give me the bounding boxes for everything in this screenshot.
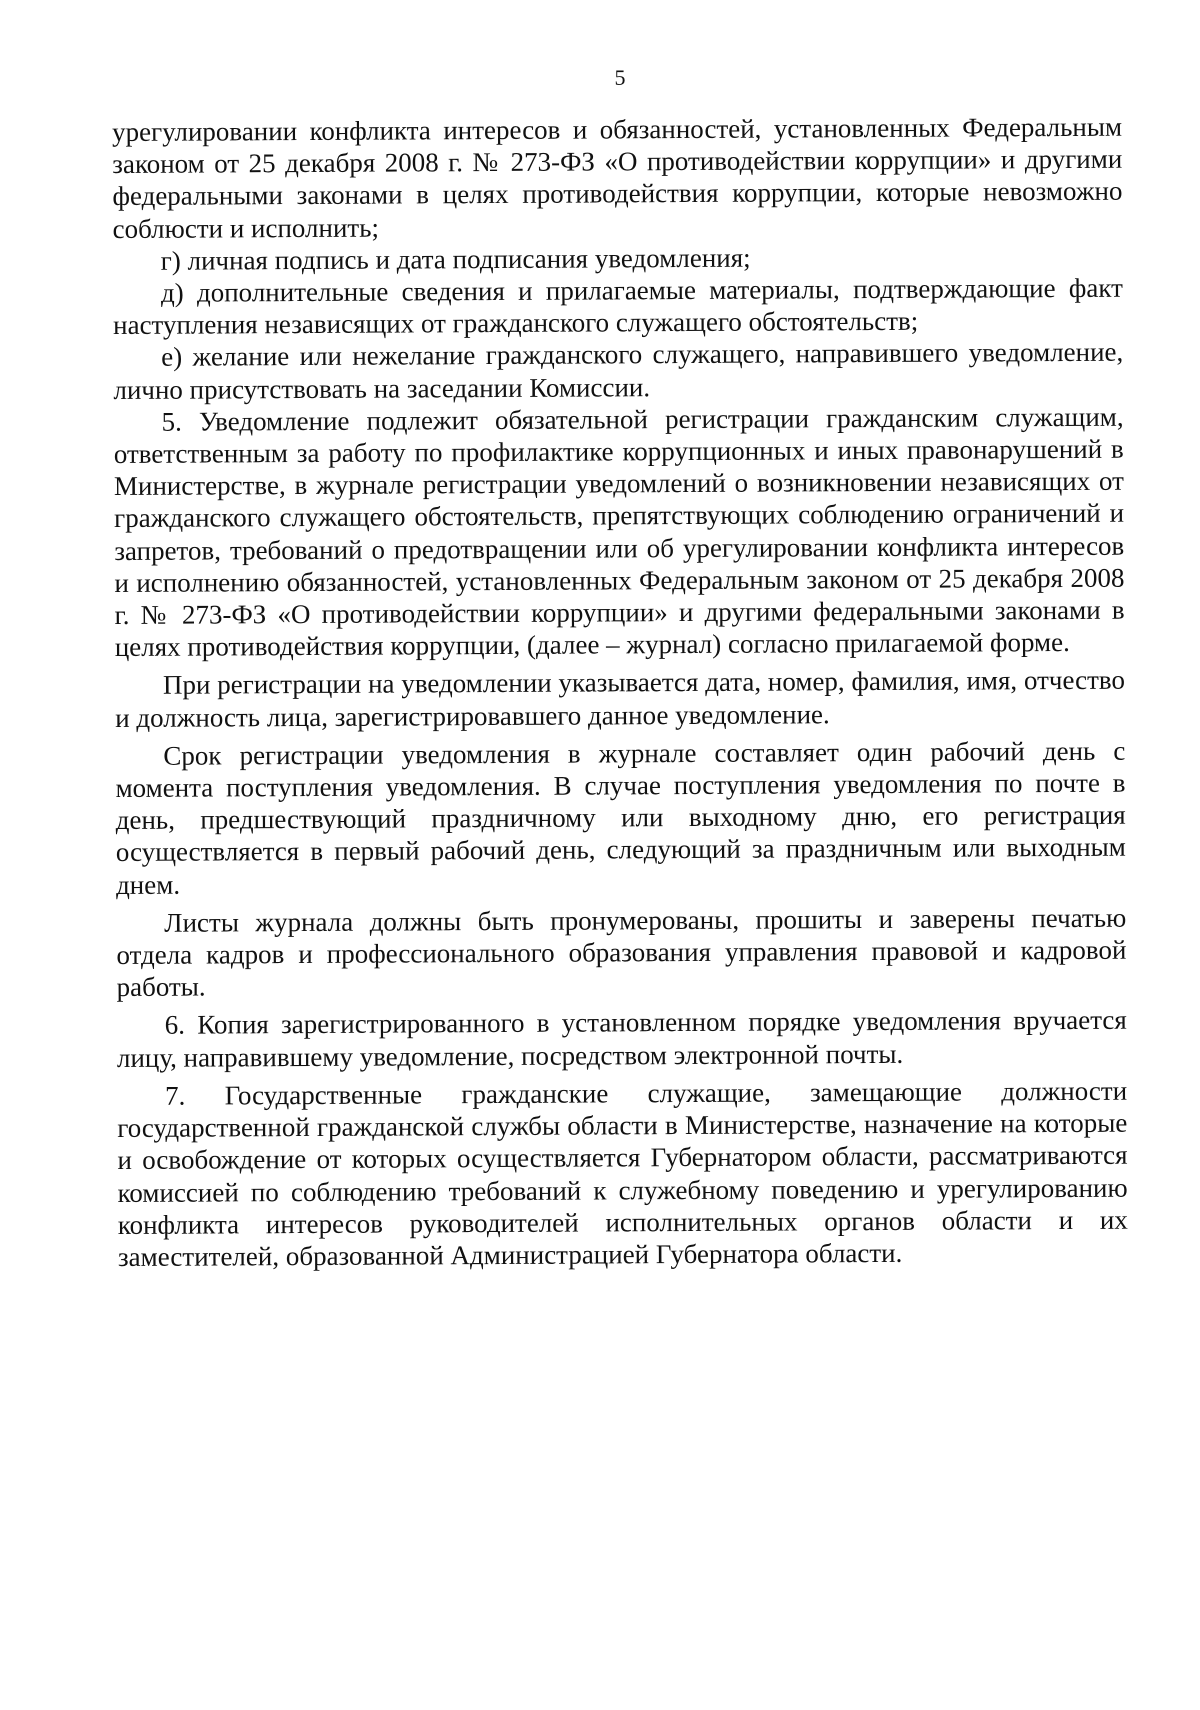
paragraph-item-g: г) личная подпись и дата подписания уведомления;	[160, 242, 751, 276]
paragraph-continuation: урегулировании конфликта интересов и обязанностей, установленных Федеральным законом от 25 декабря 2008 г. № 273-ФЗ «О противодействии коррупции» и другими федеральными законами в целях противодействия коррупции, которые невозможно соблюсти и исполнить;	[112, 111, 1123, 244]
paragraph-registration-details: При регистрации на уведомлении указывается дата, номер, фамилия, имя, отчество и должность лица, зарегистрировавшего данное уведомление.	[115, 665, 1126, 733]
paragraph-item-e: е) желание или нежелание гражданского служащего, направившего уведомление, лично присутствовать на заседании Комиссии.	[113, 337, 1124, 405]
paragraph-item-d: д) дополнительные сведения и прилагаемые материалы, подтверждающие факт наступления независящих от гражданского служащего обстоятельств;	[113, 272, 1123, 341]
paragraph-clause-6: 6. Копия зарегистрированного в установленном порядке уведомления вручается лицу, направившему уведомление, посредством электронной почты.	[116, 1005, 1127, 1073]
paragraph-registration-term: Срок регистрации уведомления в журнале составляет один рабочий день с момента поступления уведомления. В случае поступления уведомления по почте в день, предшествующий праздничному или выходному дню, его регистрация осуществляется в первый рабочий день, следующий за праздничным или выходным днем.	[115, 735, 1126, 900]
paragraph-clause-7: 7. Государственные гражданские служащие, замещающие должности государственной гражданской службы области в Министерстве, назначение на которые и освобождение от которых осуществляется Губернатором области, рассматриваются комиссией по соблюдению требований к служебному поведению и урегулированию конфликта интересов руководителей исполнительных органов области и их заместителей, образованной Администрацией Губернатора области.	[117, 1075, 1128, 1272]
paragraph-clause-5: 5. Уведомление подлежит обязательной регистрации гражданским служащим, ответственным за работу по профилактике коррупционных и иных правонарушений в Министерстве, в журнале регистрации уведомлений о возникновении независящих от гражданского служащего обстоятельств, препятствующих соблюдению ограничений и запретов, требований о предотвращении или об урегулировании конфликта интересов и исполнению обязанностей, установленных Федеральным законом от 25 декабря 2008 г. № 273-ФЗ «О противодействии коррупции» и другими федеральными законами в целях противодействия коррупции, (далее – журнал) согласно прилагаемой форме.	[113, 401, 1125, 663]
document-body	[112, 111, 1128, 1273]
page-number: 5	[614, 65, 626, 90]
paragraph-journal-sheets: Листы журнала должны быть пронумерованы, прошиты и заверены печатью отдела кадров и профессионального образования управления правовой и кадровой работы.	[116, 902, 1127, 1003]
